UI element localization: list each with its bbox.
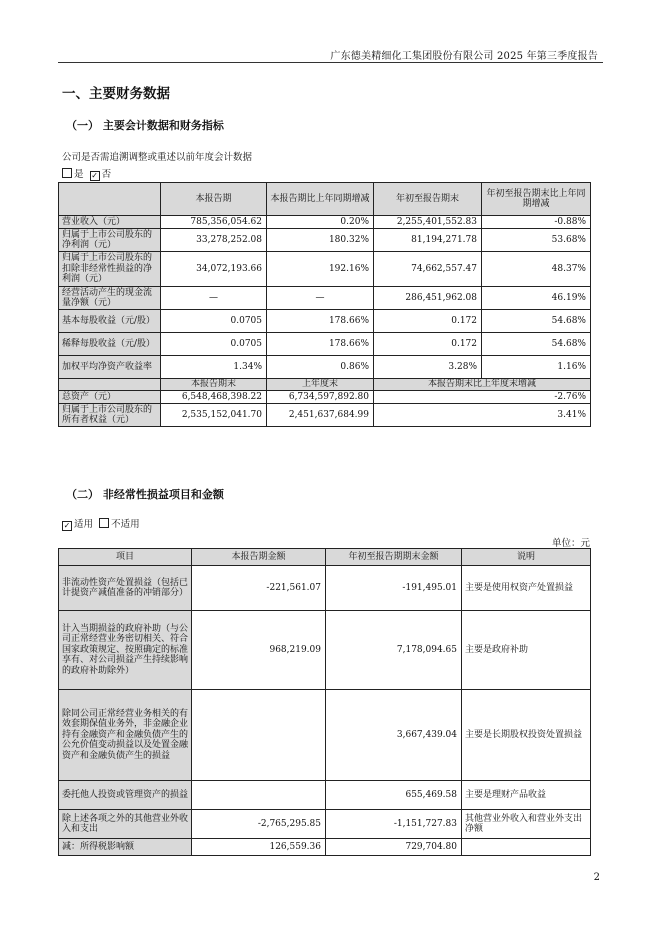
retro-adjust-options — [62, 166, 111, 181]
key-financial-indicators-table — [58, 182, 591, 427]
section-title-main-financial-data: 一、主要财务数据 — [62, 86, 170, 102]
value-cell: 0.172 — [374, 333, 482, 356]
table-row — [59, 252, 591, 287]
value-cell: 54.68% — [482, 333, 591, 356]
value-cell: 1.34% — [161, 356, 267, 379]
column-header — [59, 183, 161, 216]
row-label: 基本每股收益（元/股） — [59, 310, 161, 333]
value-cell: 33,278,252.08 — [161, 229, 267, 252]
value-cell: — — [161, 287, 267, 310]
report-header-title: 广东德美精细化工集团股份有限公司 2025 年第三季度报告 — [330, 51, 598, 62]
no-label: 否 — [101, 169, 112, 180]
value-cell: 81,194,271.78 — [374, 229, 482, 252]
column-header: 本报告期金额 — [192, 549, 326, 566]
amount-cell: 3,667,439.04 — [326, 690, 462, 781]
column-header: 年初至报告期期末金额 — [326, 549, 462, 566]
value-cell: 178.66% — [267, 333, 374, 356]
applicable-label: 适用 — [74, 519, 94, 530]
row-label: 总资产（元） — [59, 391, 161, 404]
amount-cell: 968,219.09 — [192, 611, 326, 690]
amount-cell: -2,765,295.85 — [192, 810, 326, 839]
applicable-options — [62, 516, 140, 531]
value-cell: -2.76% — [374, 391, 591, 404]
row-label: 加权平均净资产收益率 — [59, 356, 161, 379]
not-applicable-checkbox[interactable] — [99, 518, 109, 528]
amount-cell: 7,178,094.65 — [326, 611, 462, 690]
value-cell: 2,255,401,552.83 — [374, 216, 482, 229]
value-cell: -0.88% — [482, 216, 591, 229]
amount-cell: -221,561.07 — [192, 566, 326, 611]
page-number: 2 — [593, 872, 600, 883]
value-cell: 0.86% — [267, 356, 374, 379]
value-cell: 180.32% — [267, 229, 374, 252]
column-header: 本报告期末 — [161, 379, 267, 391]
value-cell: 74,662,557.47 — [374, 252, 482, 287]
value-cell: 0.0705 — [161, 310, 267, 333]
value-cell: — — [267, 287, 374, 310]
item-label: 除上述各项之外的其他营业外收入和支出 — [59, 810, 192, 839]
value-cell: 46.19% — [482, 287, 591, 310]
column-header — [59, 379, 161, 391]
row-label: 归属于上市公司股东的净利润（元） — [59, 229, 161, 252]
table-row — [59, 404, 591, 427]
column-header: 项目 — [59, 549, 192, 566]
no-checkbox[interactable]: ✓ — [91, 171, 98, 180]
amount-cell — [192, 781, 326, 810]
item-label: 非流动性资产处置损益（包括已计提资产减值准备的冲销部分） — [59, 566, 192, 611]
description-cell: 主要是长期股权投资处置损益 — [462, 690, 591, 781]
amount-cell — [192, 690, 326, 781]
row-label: 归属于上市公司股东的扣除非经常性损益的净利润（元） — [59, 252, 161, 287]
value-cell: 0.172 — [374, 310, 482, 333]
value-cell: 286,451,962.08 — [374, 287, 482, 310]
value-cell: 3.28% — [374, 356, 482, 379]
amount-cell: 729,704.80 — [326, 839, 462, 856]
applicable-checkbox[interactable]: ✓ — [63, 521, 71, 530]
value-cell: 53.68% — [482, 229, 591, 252]
table-row — [59, 333, 591, 356]
table-row — [59, 566, 591, 611]
table-row — [59, 611, 591, 690]
value-cell: 0.0705 — [161, 333, 267, 356]
value-cell: 3.41% — [374, 404, 591, 427]
subsection-title-accounting-data: （一） 主要会计数据和财务指标 — [66, 119, 224, 132]
unit-label: 单位：元 — [551, 538, 590, 549]
not-applicable-label: 不适用 — [111, 519, 140, 530]
subsection-title-non-recurring: （二） 非经常性损益项目和金额 — [66, 488, 224, 501]
column-header: 本报告期比上年同期增减 — [267, 183, 374, 216]
item-label: 计入当期损益的政府补助（与公司正常经营业务密切相关、符合国家政策规定、按照确定的标准享有、对公司损益产生持续影响的政府补助除外） — [59, 611, 192, 690]
description-cell — [462, 839, 591, 856]
column-header: 年初至报告期末比上年同期增减 — [482, 183, 591, 216]
value-cell: 2,451,637,684.99 — [267, 404, 374, 427]
value-cell: 6,734,597,892.80 — [267, 391, 374, 404]
table-row — [59, 839, 591, 856]
column-header: 本报告期末比上年度末增减 — [374, 379, 591, 391]
column-header: 本报告期 — [161, 183, 267, 216]
value-cell: 54.68% — [482, 310, 591, 333]
item-label: 减：所得税影响额 — [59, 839, 192, 856]
non-recurring-gains-losses-table — [58, 548, 591, 856]
value-cell: 48.37% — [482, 252, 591, 287]
yes-checkbox[interactable] — [62, 168, 72, 178]
amount-cell: -1,151,727.83 — [326, 810, 462, 839]
row-label: 经营活动产生的现金流量净额（元） — [59, 287, 161, 310]
retro-adjust-question: 公司是否需追溯调整或重述以前年度会计数据 — [62, 152, 253, 163]
item-label: 委托他人投资或管理资产的损益 — [59, 781, 192, 810]
table-header-row — [59, 549, 591, 566]
value-cell: 6,548,468,398.22 — [161, 391, 267, 404]
table-row — [59, 781, 591, 810]
table-row — [59, 810, 591, 839]
yes-label: 是 — [74, 169, 84, 180]
description-cell: 主要是政府补助 — [462, 611, 591, 690]
description-cell: 主要是理财产品收益 — [462, 781, 591, 810]
amount-cell: 655,469.58 — [326, 781, 462, 810]
description-cell: 主要是使用权资产处置损益 — [462, 566, 591, 611]
value-cell: 1.16% — [482, 356, 591, 379]
table-subheader-row — [59, 379, 591, 391]
table-row — [59, 287, 591, 310]
table-row — [59, 356, 591, 379]
table-row — [59, 310, 591, 333]
row-label: 营业收入（元） — [59, 216, 161, 229]
value-cell: 192.16% — [267, 252, 374, 287]
row-label: 归属于上市公司股东的所有者权益（元） — [59, 404, 161, 427]
table-row — [59, 690, 591, 781]
value-cell: 2,535,152,041.70 — [161, 404, 267, 427]
amount-cell: 126,559.36 — [192, 839, 326, 856]
item-label: 除同公司正常经营业务相关的有效套期保值业务外，非金融企业持有金融资产和金融负债产生的公允价值变动损益以及处置金融资产和金融负债产生的损益 — [59, 690, 192, 781]
column-header: 上年度末 — [267, 379, 374, 391]
table-row — [59, 391, 591, 404]
amount-cell: -191,495.01 — [326, 566, 462, 611]
header-divider — [58, 62, 603, 63]
value-cell: 0.20% — [267, 216, 374, 229]
value-cell: 178.66% — [267, 310, 374, 333]
value-cell: 34,072,193.66 — [161, 252, 267, 287]
table-header-row — [59, 183, 591, 216]
column-header: 年初至报告期末 — [374, 183, 482, 216]
column-header: 说明 — [462, 549, 591, 566]
value-cell: 785,356,054.62 — [161, 216, 267, 229]
row-label: 稀释每股收益（元/股） — [59, 333, 161, 356]
table-row — [59, 229, 591, 252]
description-cell: 其他营业外收入和营业外支出净额 — [462, 810, 591, 839]
table-row — [59, 216, 591, 229]
